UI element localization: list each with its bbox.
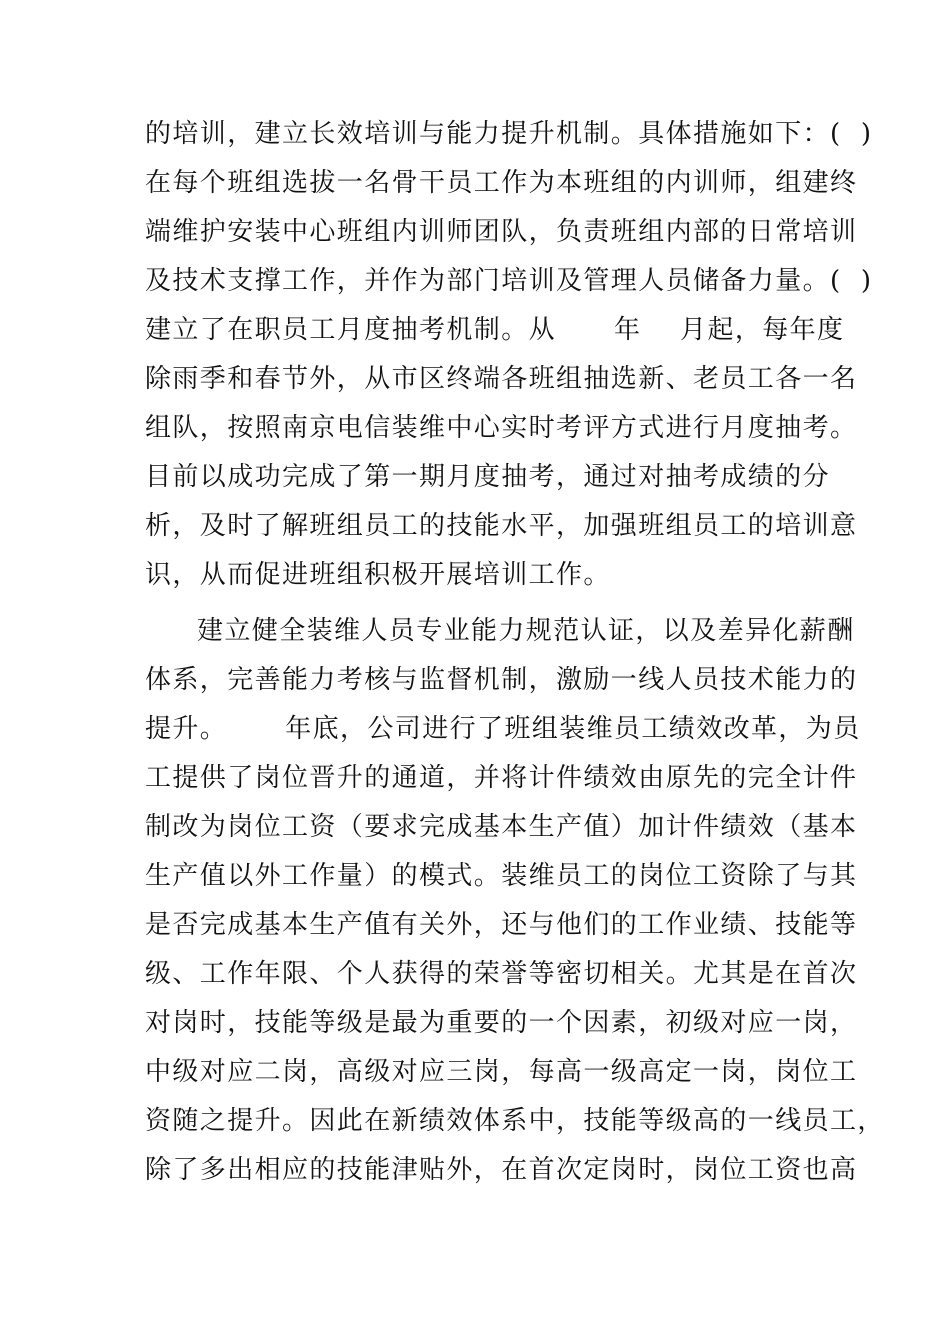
text-line: 除了多出相应的技能津贴外，在首次定岗时，岗位工资也高 — [145, 1155, 858, 1185]
text-line: 工提供了岗位晋升的通道，并将计件绩效由原先的完全计件 — [145, 763, 858, 793]
text-line: 除雨季和春节外，从市区终端各班组抽选新、老员工各一名 — [145, 364, 858, 394]
text-line: 目前以成功完成了第一期月度抽考，通过对抽考成绩的分 — [145, 462, 831, 492]
text-line: 对岗时，技能等级是最为重要的一个因素，初级对应一岗， — [145, 1008, 858, 1038]
text-line: 级、工作年限、个人获得的荣誉等密切相关。尤其是在首次 — [145, 959, 858, 989]
text-line: 提升。 年底，公司进行了班组装维员工绩效改革，为员 — [145, 714, 861, 744]
text-line: 建立了在职员工月度抽考机制。从 年 月起，每年度 — [145, 315, 845, 345]
paragraph-first-line: 建立健全装维人员专业能力规范认证，以及差异化薪酬 — [197, 616, 855, 646]
text-line: 的培训，建立长效培训与能力提升机制。具体措施如下：( ) — [145, 119, 873, 149]
text-line: 端维护安装中心班组内训师团队，负责班组内部的日常培训 — [145, 217, 858, 247]
text-line: 组队，按照南京电信装维中心实时考评方式进行月度抽考。 — [145, 413, 858, 443]
text-line: 及技术支撑工作，并作为部门培训及管理人员储备力量。( ) — [145, 266, 873, 296]
text-line: 制改为岗位工资（要求完成基本生产值）加计件绩效（基本 — [145, 812, 858, 842]
text-line: 体系，完善能力考核与监督机制，激励一线人员技术能力的 — [145, 665, 858, 695]
text-line: 析，及时了解班组员工的技能水平，加强班组员工的培训意 — [145, 511, 858, 541]
text-line: 在每个班组选拔一名骨干员工作为本班组的内训师，组建终 — [145, 168, 858, 198]
text-line: 识，从而促进班组积极开展培训工作。 — [145, 560, 611, 590]
text-line: 是否完成基本生产值有关外，还与他们的工作业绩、技能等 — [145, 910, 858, 940]
text-line: 中级对应二岗，高级对应三岗，每高一级高定一岗，岗位工 — [145, 1057, 858, 1087]
text-line: 生产值以外工作量）的模式。装维员工的岗位工资除了与其 — [145, 861, 858, 891]
text-line: 资随之提升。因此在新绩效体系中，技能等级高的一线员工， — [145, 1106, 885, 1136]
